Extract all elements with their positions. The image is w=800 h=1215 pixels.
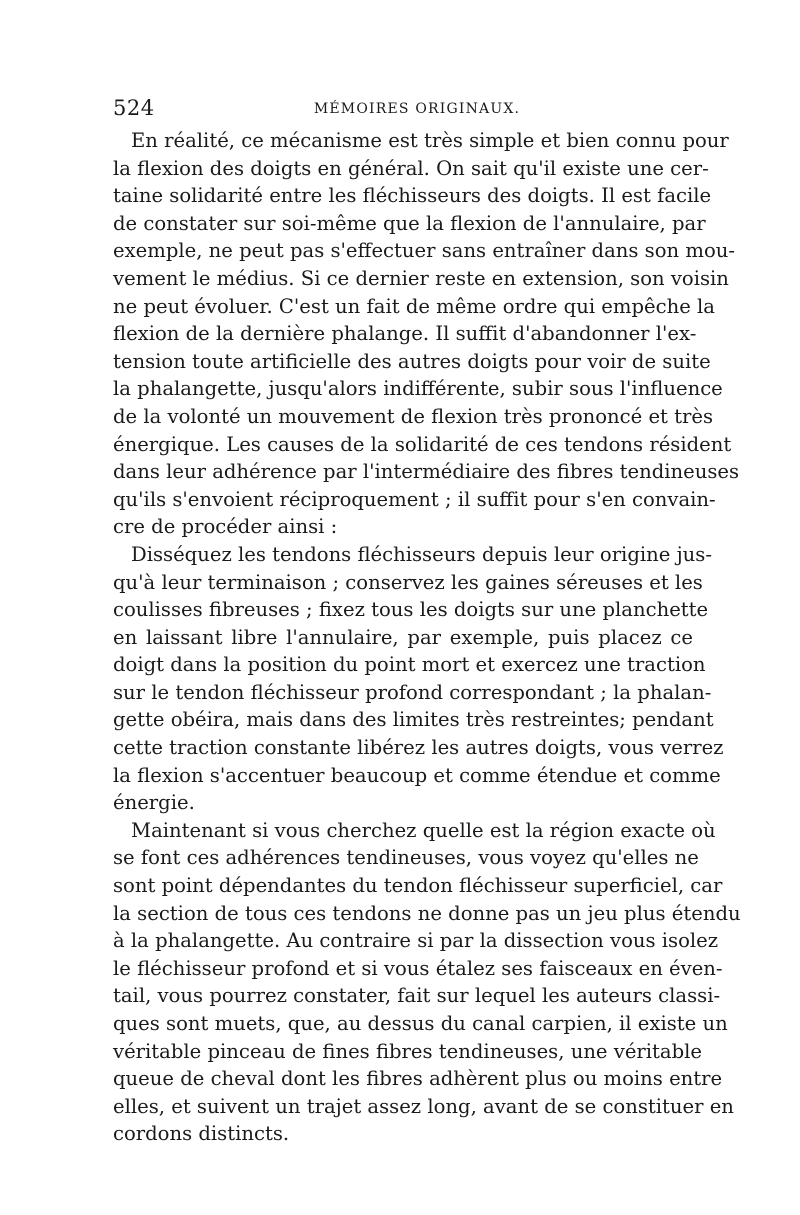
- text-line: doigt dans la position du point mort et exercez une traction: [113, 653, 706, 677]
- text-line: se font ces adhérences tendineuses, vous voyez qu'elles ne: [113, 846, 699, 870]
- paragraph: [113, 541, 724, 817]
- text-line: en laissant libre l'annulaire, par exemple, puis placez ce: [113, 625, 693, 649]
- text-line: flexion de la dernière phalange. Il suffit d'abandonner l'ex-: [113, 322, 697, 346]
- text-line: coulisses fibreuses ; fixez tous les doigts sur une planchette: [113, 598, 709, 622]
- text-line: énergie.: [113, 791, 195, 815]
- text-line: la phalangette, jusqu'alors indifférente, subir sous l'influence: [113, 377, 723, 401]
- text-line: de constater sur soi-même que la flexion de l'annulaire, par: [113, 211, 706, 235]
- text-line: taine solidarité entre les fléchisseurs des doigts. Il est facile: [113, 184, 712, 208]
- text-line: exemple, ne peut pas s'effectuer sans entraîner dans son mou-: [113, 239, 735, 263]
- text-line: queue de cheval dont les fibres adhèrent plus ou moins entre: [113, 1067, 723, 1091]
- text-line: elles, et suivent un trajet assez long, avant de se constituer en: [113, 1094, 734, 1118]
- text-line: dans leur adhérence par l'intermédiaire des fibres tendineuses: [113, 460, 740, 484]
- text-line: ne peut évoluer. C'est un fait de même ordre qui empêche la: [113, 294, 715, 318]
- text-line: sont point dépendantes du tendon fléchisseur superficiel, car: [113, 874, 723, 898]
- paragraph: [113, 127, 740, 541]
- text-line: cre de procéder ainsi :: [113, 515, 338, 539]
- text-line: le fléchisseur profond et si vous étalez ses faisceaux en éven-: [113, 956, 723, 980]
- text-line: qu'à leur terminaison ; conservez les gaines séreuses et les: [113, 570, 703, 594]
- text-line: la section de tous ces tendons ne donne pas un jeu plus étendu: [113, 901, 741, 925]
- text-line: tension toute artificielle des autres doigts pour voir de suite: [113, 349, 711, 373]
- paragraph: [113, 817, 741, 1148]
- text-line: sur le tendon fléchisseur profond correspondant ; la phalan-: [113, 680, 712, 704]
- text-line: En réalité, ce mécanisme est très simple et bien connu pour: [131, 129, 729, 152]
- body-text: [113, 127, 741, 1148]
- text-line: vement le médius. Si ce dernier reste en extension, son voisin: [113, 266, 729, 290]
- text-line: de la volonté un mouvement de flexion très prononcé et très: [113, 404, 714, 428]
- paragraph-container: [113, 127, 741, 1148]
- text-line: à la phalangette. Au contraire si par la dissection vous isolez: [113, 929, 719, 953]
- running-title: MÉMOIRES ORIGINAUX.: [313, 101, 521, 117]
- text-line: qu'ils s'envoient réciproquement ; il suffit pour s'en convain-: [113, 487, 716, 511]
- text-line: énergique. Les causes de la solidarité de ces tendons résident: [113, 432, 732, 456]
- text-line: cette traction constante libérez les autres doigts, vous verrez: [113, 736, 724, 760]
- text-line: tail, vous pourrez constater, fait sur lequel les auteurs classi-: [113, 984, 721, 1008]
- text-line: gette obéira, mais dans des limites très restreintes; pendant: [113, 708, 714, 732]
- text-line: la flexion des doigts en général. On sait qu'il existe une cer-: [113, 156, 709, 180]
- text-line: Disséquez les tendons fléchisseurs depuis leur origine jus-: [131, 542, 712, 566]
- text-line: ques sont muets, que, au dessus du canal carpien, il existe un: [113, 1012, 728, 1035]
- text-line: la flexion s'accentuer beaucoup et comme étendue et comme: [113, 763, 721, 787]
- text-line: véritable pinceau de fines fibres tendineuses, une véritable: [113, 1039, 703, 1063]
- page-number: 524: [113, 96, 155, 120]
- text-line: cordons distincts.: [113, 1122, 290, 1146]
- text-line: Maintenant si vous cherchez quelle est la région exacte où: [131, 818, 716, 842]
- running-head: [113, 96, 703, 122]
